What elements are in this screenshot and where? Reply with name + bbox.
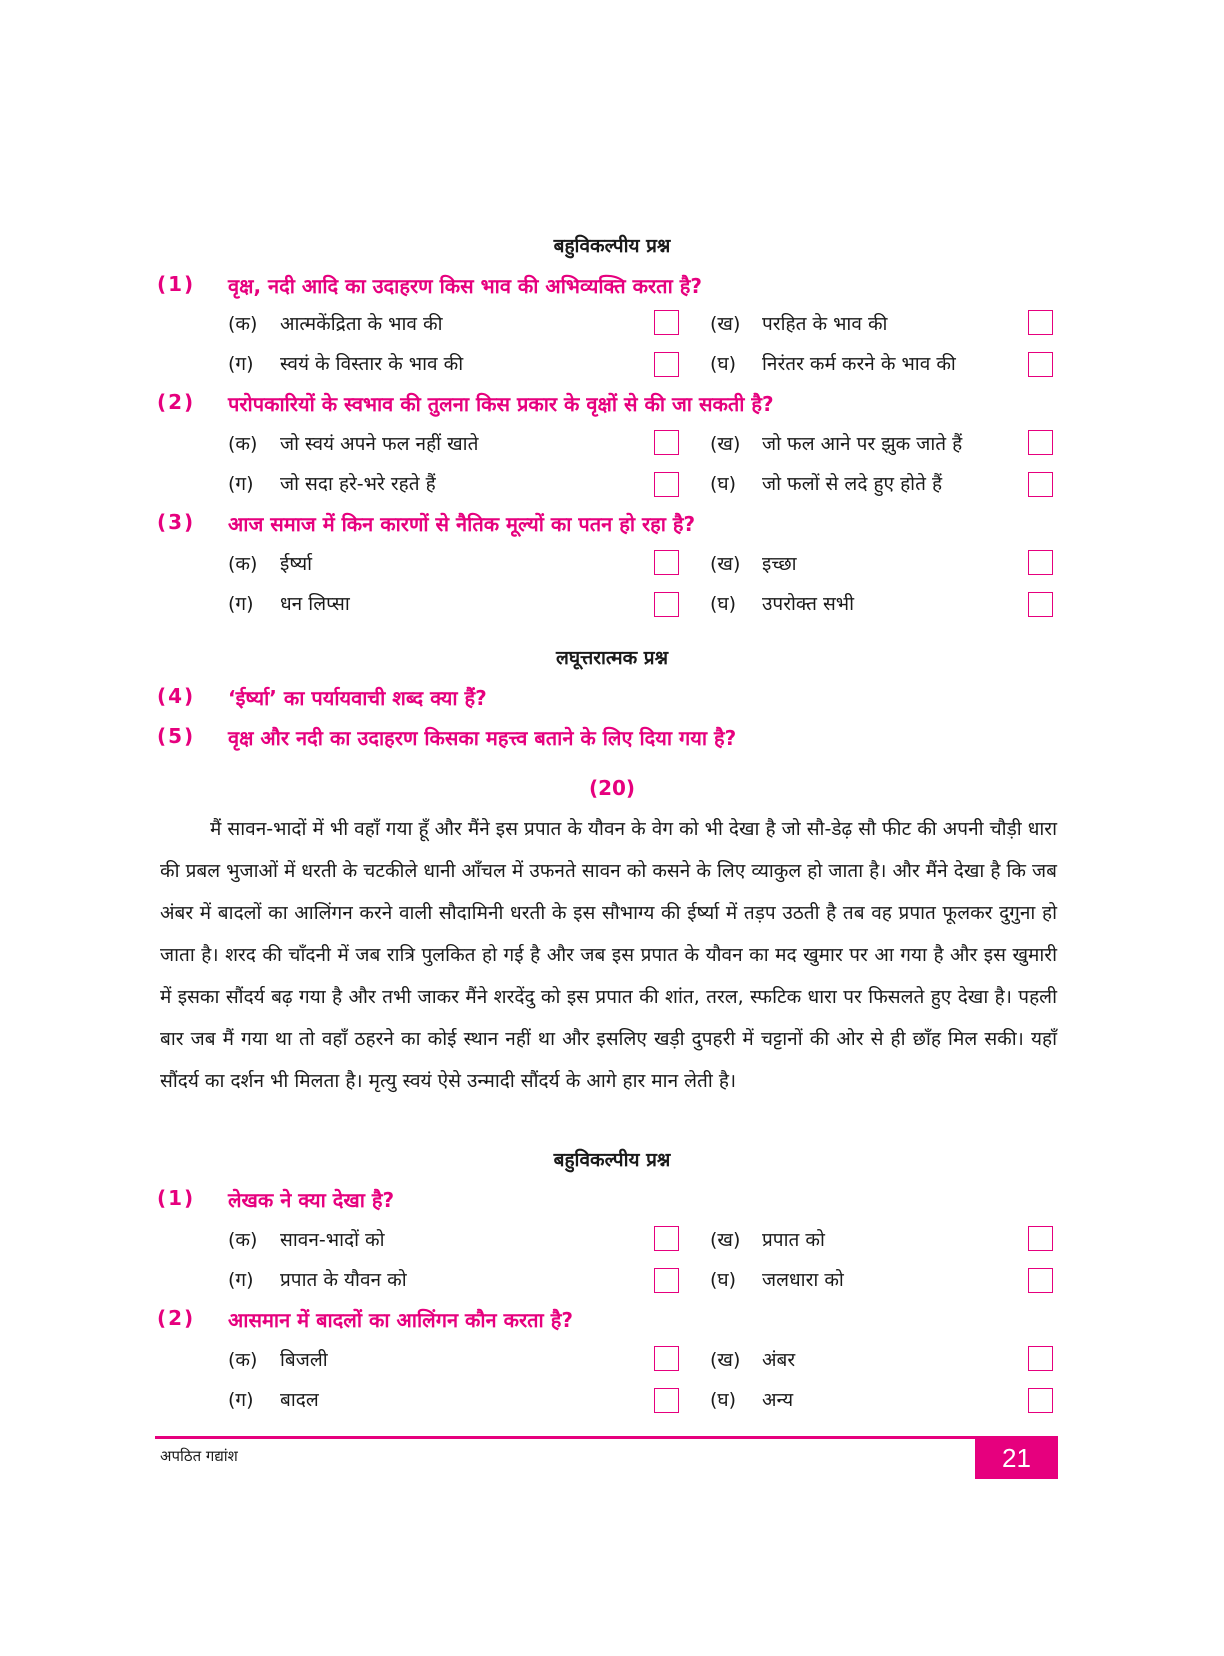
- answer-checkbox[interactable]: [654, 352, 679, 377]
- option-text: जो स्वयं अपने फल नहीं खाते: [280, 433, 479, 455]
- question-number: (4): [157, 684, 196, 708]
- option-label: (ग): [228, 1269, 254, 1291]
- option-label: (क): [228, 1229, 258, 1251]
- question-number: (5): [157, 724, 196, 748]
- answer-checkbox[interactable]: [1028, 1388, 1053, 1413]
- option: [228, 1386, 319, 1412]
- option-label: (ख): [710, 1229, 741, 1251]
- answer-checkbox[interactable]: [654, 1388, 679, 1413]
- option-label: (क): [228, 553, 258, 575]
- option: [228, 1266, 407, 1292]
- question-number: (2): [157, 1306, 196, 1330]
- option: [710, 1266, 844, 1292]
- question-text: आज समाज में किन कारणों से नैतिक मूल्यों का पतन हो रहा है?: [228, 512, 696, 536]
- option: [228, 470, 436, 496]
- question-text: आसमान में बादलों का आलिंगन कौन करता है?: [228, 1308, 573, 1332]
- option: [228, 430, 478, 456]
- option-label: (ख): [710, 553, 741, 575]
- option-label: (ख): [710, 1349, 741, 1371]
- option-label: (ग): [228, 593, 254, 615]
- answer-checkbox[interactable]: [654, 1346, 679, 1371]
- option-text: आत्मकेंद्रिता के भाव की: [280, 313, 443, 335]
- question-text: ‘ईर्ष्या’ का पर्यायवाची शब्द क्या हैं?: [228, 686, 487, 710]
- answer-checkbox[interactable]: [1028, 472, 1053, 497]
- answer-checkbox[interactable]: [1028, 1268, 1053, 1293]
- option-text: जो फल आने पर झुक जाते हैं: [762, 433, 963, 455]
- option: [710, 1226, 825, 1252]
- option: [710, 430, 962, 456]
- option: [710, 1386, 793, 1412]
- option-text: प्रपात के यौवन को: [280, 1269, 407, 1291]
- option-text: बिजली: [280, 1349, 328, 1371]
- option: [710, 1346, 795, 1372]
- answer-checkbox[interactable]: [1028, 352, 1053, 377]
- question-number: (2): [157, 390, 196, 414]
- section-heading-mcq: बहुविकल्पीय प्रश्न: [553, 1149, 671, 1171]
- answer-checkbox[interactable]: [654, 310, 679, 335]
- option: [228, 350, 463, 376]
- section-heading-mcq: बहुविकल्पीय प्रश्न: [553, 235, 671, 257]
- option-label: (ग): [228, 1389, 254, 1411]
- answer-checkbox[interactable]: [654, 430, 679, 455]
- option-label: (क): [228, 1349, 258, 1371]
- option: [228, 1346, 328, 1372]
- option-text: प्रपात को: [762, 1229, 825, 1251]
- footer-chapter-label: अपठित गद्यांश: [160, 1447, 238, 1465]
- answer-checkbox[interactable]: [1028, 310, 1053, 335]
- answer-checkbox[interactable]: [1028, 430, 1053, 455]
- option: [710, 470, 942, 496]
- option: [228, 310, 443, 336]
- option: [228, 590, 350, 616]
- option: [710, 590, 854, 616]
- answer-checkbox[interactable]: [654, 1268, 679, 1293]
- option: [228, 550, 312, 576]
- option: [710, 310, 887, 336]
- option-text: जो फलों से लदे हुए होते हैं: [762, 473, 943, 495]
- question-text: परोपकारियों के स्वभाव की तुलना किस प्रकार के वृक्षों से की जा सकती है?: [228, 392, 774, 416]
- option-label: (क): [228, 433, 258, 455]
- question-number: (1): [157, 1186, 196, 1210]
- option-text: धन लिप्सा: [280, 593, 350, 615]
- footer-rule: [155, 1436, 1058, 1439]
- option-label: (ग): [228, 353, 254, 375]
- option-text: बादल: [280, 1389, 319, 1411]
- option-text: अन्य: [762, 1389, 794, 1411]
- option-label: (ग): [228, 473, 254, 495]
- question-number: (1): [157, 272, 196, 296]
- option-text: ईर्ष्या: [280, 553, 313, 575]
- answer-checkbox[interactable]: [654, 472, 679, 497]
- option-text: सावन-भादों को: [280, 1229, 385, 1251]
- question-text: लेखक ने क्या देखा है?: [228, 1188, 395, 1212]
- passage-text: मैं सावन-भादों में भी वहाँ गया हूँ और मैंने इस प्रपात के यौवन के वेग को भी देखा है जो सौ-डेढ़ सौ फीट की अपनी चौड़ी धारा की प्रबल भुजाओं में धरती के चटकीले धानी आँचल में उफनते सावन को कसने के लिए व्याकुल हो जाता है। और मैंने देखा है कि जब अंबर में बादलों का आलिंगन करने वाली सौदामिनी धरती के इस सौभाग्य की ईर्ष्या में तड़प उठती है तब वह प्रपात फूलकर दुगुना हो जाता है। शरद की चाँदनी में जब रात्रि पुलकित हो गई है और जब इस प्रपात के यौवन का मद खुमार पर आ गया है और इस खुमारी में इसका सौंदर्य बढ़ गया है और तभी जाकर मैंने शरदेंदु को इस प्रपात की शांत, तरल, स्फटिक धारा पर फिसलते हुए देखा है। पहली बार जब मैं गया था तो वहाँ ठहरने का कोई स्थान नहीं था और इसलिए खड़ी दुपहरी में चट्टानों की ओर से ही छाँह मिल सकी। यहाँ सौंदर्य का दर्शन भी मिलता है। मृत्यु स्वयं ऐसे उन्मादी सौंदर्य के आगे हार मान लेती है।: [160, 818, 1057, 1092]
- option-label: (घ): [710, 473, 737, 495]
- option: [228, 1226, 385, 1252]
- option-text: जो सदा हरे-भरे रहते हैं: [280, 473, 436, 495]
- option: [710, 350, 956, 376]
- option-text: अंबर: [762, 1349, 796, 1371]
- option-label: (घ): [710, 593, 737, 615]
- passage-number: (20): [588, 776, 636, 800]
- answer-checkbox[interactable]: [1028, 1346, 1053, 1371]
- option-label: (क): [228, 313, 258, 335]
- option-text: निरंतर कर्म करने के भाव की: [762, 353, 956, 375]
- page-number: 21: [975, 1438, 1058, 1479]
- answer-checkbox[interactable]: [1028, 550, 1053, 575]
- option-label: (ख): [710, 433, 741, 455]
- answer-checkbox[interactable]: [654, 1226, 679, 1251]
- question-text: वृक्ष और नदी का उदाहरण किसका महत्त्व बताने के लिए दिया गया है?: [228, 726, 737, 750]
- option-text: स्वयं के विस्तार के भाव की: [280, 353, 464, 375]
- question-text: वृक्ष, नदी आदि का उदाहरण किस भाव की अभिव्यक्ति करता है?: [228, 274, 702, 298]
- option-label: (ख): [710, 313, 741, 335]
- option-text: जलधारा को: [762, 1269, 844, 1291]
- option-label: (घ): [710, 353, 737, 375]
- option: [710, 550, 797, 576]
- answer-checkbox[interactable]: [1028, 1226, 1053, 1251]
- option-text: उपरोक्त सभी: [762, 593, 855, 615]
- question-number: (3): [157, 510, 196, 534]
- answer-checkbox[interactable]: [654, 592, 679, 617]
- answer-checkbox[interactable]: [1028, 592, 1053, 617]
- option-label: (घ): [710, 1389, 737, 1411]
- answer-checkbox[interactable]: [654, 550, 679, 575]
- option-text: इच्छा: [762, 553, 797, 575]
- option-text: परहित के भाव की: [762, 313, 888, 335]
- option-label: (घ): [710, 1269, 737, 1291]
- section-heading-short-answer: लघूत्तरात्मक प्रश्न: [555, 647, 669, 669]
